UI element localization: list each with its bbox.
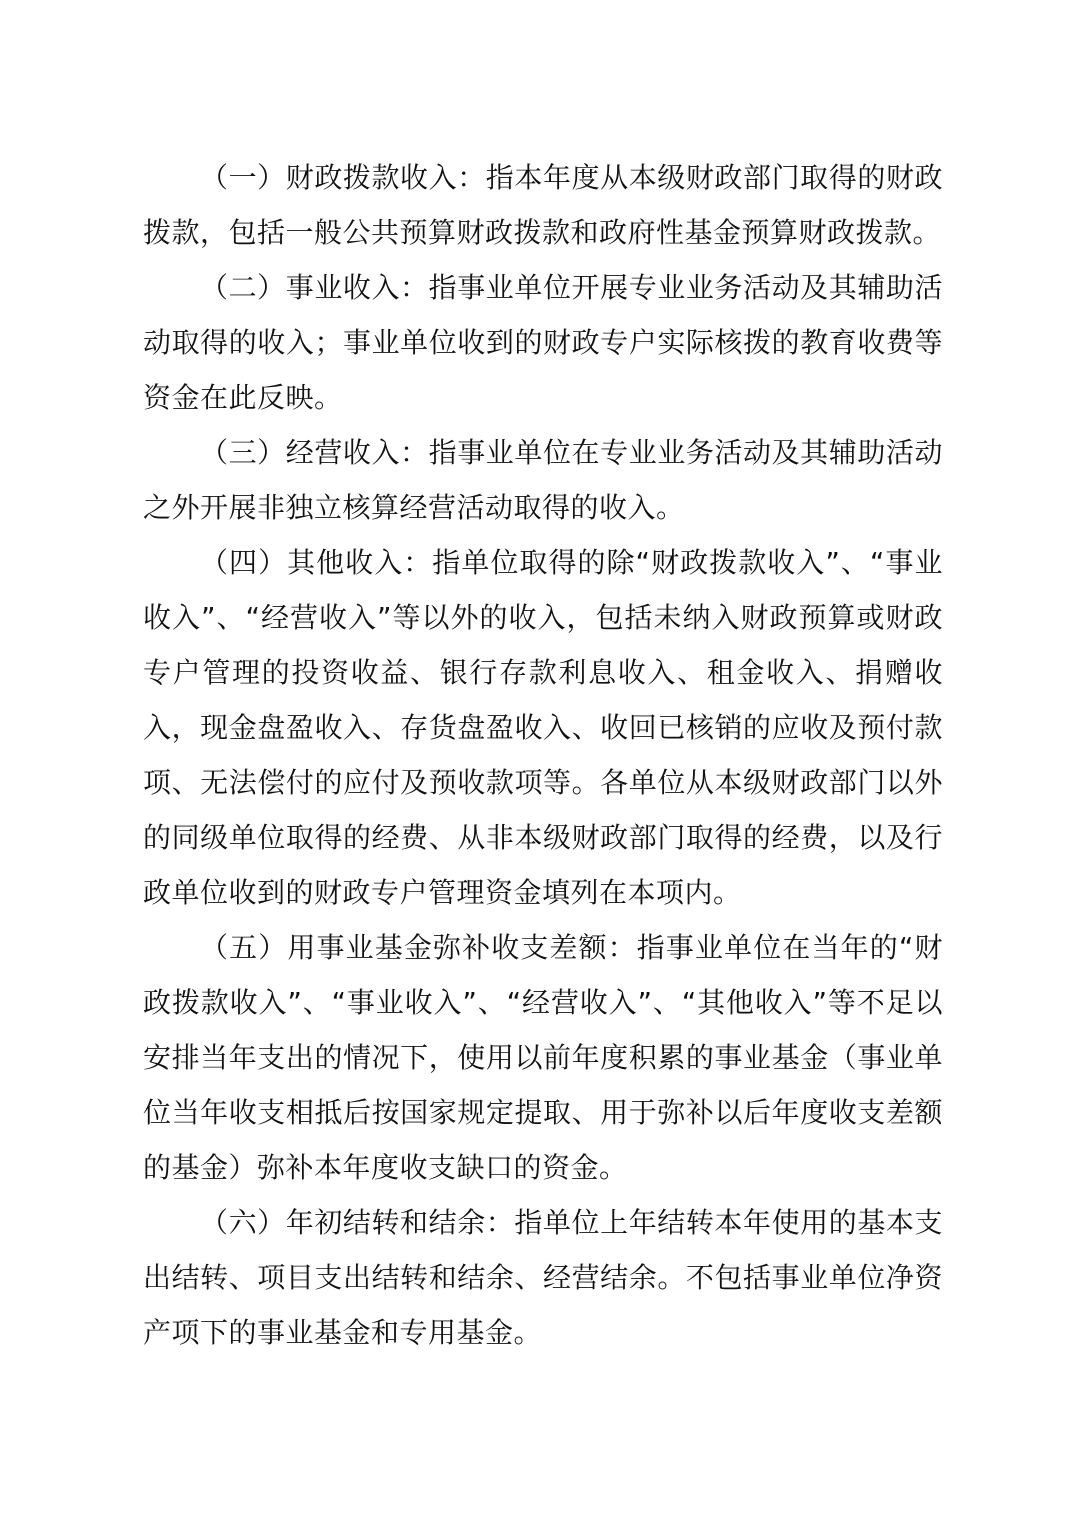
paragraph-operating-income: （三）经营收入：指事业单位在专业业务活动及其辅助活动之外开展非独立核算经营活动取得的收入。 <box>143 436 943 524</box>
document-body <box>143 150 943 1360</box>
paragraph-fiscal-appropriation-income: （一）财政拨款收入：指本年度从本级财政部门取得的财政拨款，包括一般公共预算财政拨款和政府性基金预算财政拨款。 <box>143 161 943 249</box>
paragraph-business-income: （二）事业收入：指事业单位开展专业业务活动及其辅助活动取得的收入；事业单位收到的财政专户实际核拨的教育收费等资金在此反映。 <box>143 271 943 414</box>
paragraph-business-fund-offset: （五）用事业基金弥补收支差额：指事业单位在当年的“财政拨款收入”、“事业收入”、“经营收入”、“其他收入”等不足以安排当年支出的情况下，使用以前年度积累的事业基金（事业单位当年收支相抵后按国家规定提取、用于弥补以后年度收支差额的基金）弥补本年度收支缺口的资金。 <box>143 931 943 1184</box>
paragraph-other-income: （四）其他收入：指单位取得的除“财政拨款收入”、“事业收入”、“经营收入”等以外的收入，包括未纳入财政预算或财政专户管理的投资收益、银行存款利息收入、租金收入、捐赠收入，现金盘盈收入、存货盘盈收入、收回已核销的应收及预付款项、无法偿付的应付及预收款项等。各单位从本级财政部门以外的同级单位取得的经费、从非本级财政部门取得的经费，以及行政单位收到的财政专户管理资金填列在本项内。 <box>143 546 943 909</box>
paragraph-carryover-balance: （六）年初结转和结余：指单位上年结转本年使用的基本支出结转、项目支出结转和结余、经营结余。不包括事业单位净资产项下的事业基金和专用基金。 <box>143 1206 943 1349</box>
